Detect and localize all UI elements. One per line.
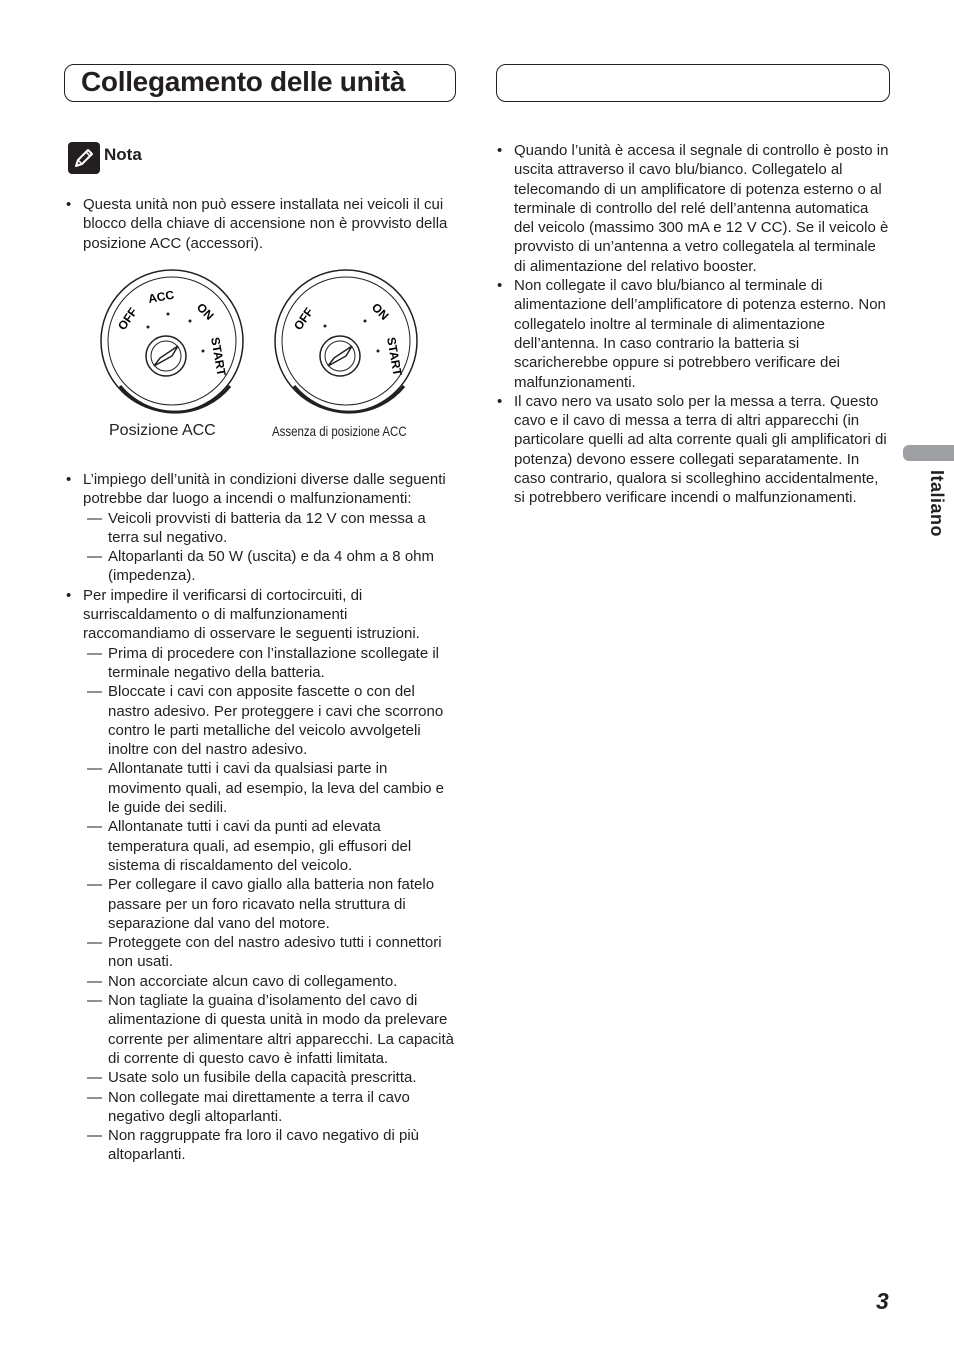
switch-label-on: ON bbox=[368, 300, 392, 323]
list-item: • Non collegate il cavo blu/bianco al terminale di alimentazione dell’amplificatore di potenza esterno. Non collegatelo inoltre al terminale di alimentazione dell’antenna. In caso contrario la batteria si scaricherebbe oppure si potrebbero verificare dei malfunzionamenti. bbox=[497, 276, 891, 392]
language-tab bbox=[903, 445, 954, 561]
list-subitem: — Prima di procedere con l’installazione scollegate il terminale negativo della batteria. bbox=[66, 644, 458, 683]
list-subitem: — Non collegate mai direttamente a terra il cavo negativo degli altoparlanti. bbox=[66, 1088, 458, 1127]
switch-with-acc bbox=[101, 270, 243, 412]
switch-label-acc: ACC bbox=[147, 287, 176, 306]
list-subitem: — Usate solo un fusibile della capacità prescritta. bbox=[66, 1068, 458, 1087]
list-subitem: — Altoparlanti da 50 W (uscita) e da 4 ohm a 8 ohm (impedenza). bbox=[66, 547, 458, 586]
left-column-instructions bbox=[66, 470, 458, 1165]
switch-without-acc bbox=[275, 270, 417, 412]
ignition-switch-figure bbox=[100, 266, 440, 446]
list-subitem: — Bloccate i cavi con apposite fascette o con del nastro adesivo. Per proteggere i cavi che scorrono contro le parti metalliche del veicolo avvolgeteli inoltre con del nastro adesivo. bbox=[66, 682, 458, 759]
language-tab-marker bbox=[903, 445, 954, 461]
right-column bbox=[497, 141, 891, 508]
empty-title-box bbox=[496, 64, 890, 102]
page-title: Collegamento delle unità bbox=[81, 66, 406, 97]
page-number: 3 bbox=[876, 1288, 889, 1314]
caption-no-acc-position: Assenza di posizione ACC bbox=[272, 423, 407, 439]
list-item: • Per impedire il verificarsi di cortocircuiti, di surriscaldamento o di malfunzionamenti raccomandiamo di osservare le seguenti istruzioni. bbox=[66, 586, 458, 644]
switch-label-start: START bbox=[208, 336, 229, 378]
switch-label-on: ON bbox=[193, 300, 217, 323]
list-item: • L’impiego dell’unità in condizioni diverse dalle seguenti potrebbe dar luogo a incendi o malfunzionamenti: bbox=[66, 470, 458, 509]
switch-label-off: OFF bbox=[290, 305, 317, 333]
caption-acc-position: Posizione ACC bbox=[109, 422, 216, 439]
left-column-intro bbox=[66, 195, 458, 253]
switch-label-start: START bbox=[384, 336, 405, 378]
list-item: • Questa unità non può essere installata nei veicoli il cui blocco della chiave di accensione non è provvisto della posizione ACC (accessori). bbox=[66, 195, 458, 253]
section-title-box bbox=[64, 64, 456, 102]
list-item: • Il cavo nero va usato solo per la messa a terra. Questo cavo e il cavo di messa a terra di altri apparecchi (in particolare quelli ad alta corrente quali gli amplificatori di potenza) devono essere collegati separatamente. In caso contrario, qualora si scolleghino accidentalmente, si potrebbero verificare incendi o malfunzionamenti. bbox=[497, 392, 891, 508]
list-subitem: — Non tagliate la guaina d’isolamento del cavo di alimentazione di questa unità in modo da prelevare corrente per alimentare altri apparecchi. La capacità di corrente di questo cavo è infatti limitata. bbox=[66, 991, 458, 1068]
list-item: • Quando l’unità è accesa il segnale di controllo è posto in uscita attraverso il cavo blu/bianco. Collegatelo al telecomando di un amplificatore di potenza esterno o al terminale di controllo del relé dell’antenna automatica del veicolo (massimo 300 mA e 12 V CC). Se il veicolo è provvisto di un’antenna a vetro collegatela al terminale di alimentazione del relativo booster. bbox=[497, 141, 891, 276]
list-subitem: — Proteggete con del nastro adesivo tutti i connettori non usati. bbox=[66, 933, 458, 972]
list-subitem: — Per collegare il cavo giallo alla batteria non fatelo passare per un foro ricavato nella struttura di separazione dal vano del motore. bbox=[66, 875, 458, 933]
list-subitem: — Veicoli provvisti di batteria da 12 V con messa a terra sul negativo. bbox=[66, 509, 458, 548]
language-label: Italiano bbox=[927, 470, 947, 538]
switch-label-off: OFF bbox=[114, 305, 141, 333]
note-header bbox=[68, 142, 142, 174]
list-subitem: — Non accorciate alcun cavo di collegamento. bbox=[66, 972, 458, 991]
list-subitem: — Allontanate tutti i cavi da qualsiasi parte in movimento quali, ad esempio, la leva del cambio e le guide dei sedili. bbox=[66, 759, 458, 817]
note-pencil-icon bbox=[68, 142, 100, 174]
list-subitem: — Allontanate tutti i cavi da punti ad elevata temperatura quali, ad esempio, gli effusori del sistema di riscaldamento del veicolo. bbox=[66, 817, 458, 875]
note-label: Nota bbox=[104, 145, 142, 164]
list-subitem: — Non raggruppate fra loro il cavo negativo di più altoparlanti. bbox=[66, 1126, 458, 1165]
